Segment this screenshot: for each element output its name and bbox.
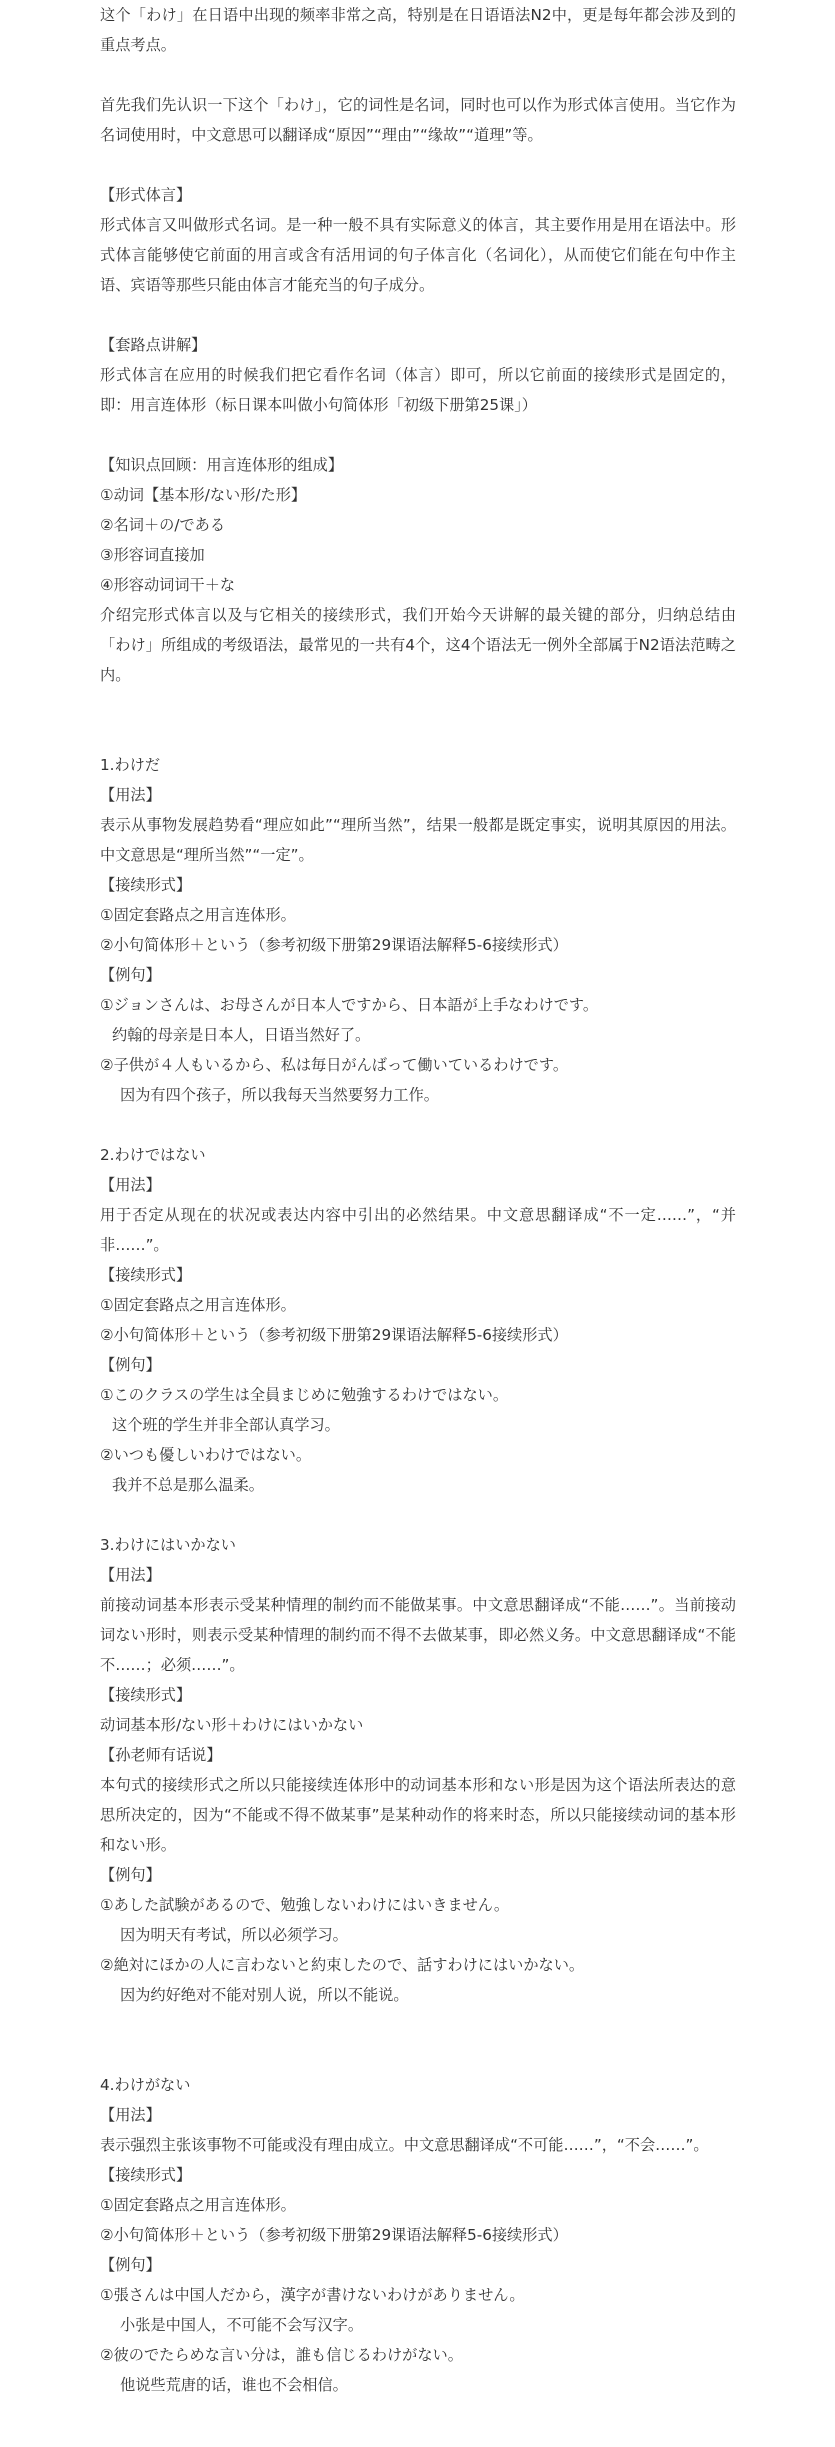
connection-heading: 【接续形式】 — [100, 876, 192, 894]
example-japanese: ②絶対にほかの人に言わないと約束したので、話すわけにはいかない。 — [100, 1956, 585, 1974]
example-chinese: 这个班的学生并非全部认真学习。 — [112, 1416, 340, 1434]
example-heading: 【例句】 — [100, 1356, 161, 1374]
usage-text: 表示从事物发展趋势看“理应如此”“理所当然”，结果一般都是既定事实，说明其原因的用法。中文意思是“理所当然”“一定”。 — [100, 816, 736, 864]
connection-item: ①固定套路点之用言连体形。 — [100, 906, 296, 924]
example-japanese: ②子供が４人もいるから、私は毎日がんばって働いているわけです。 — [100, 1056, 569, 1074]
example-heading: 【例句】 — [100, 1866, 161, 1884]
section-4-title: 4.わけがない — [100, 2076, 191, 2094]
section-2-title: 2.わけではない — [100, 1146, 206, 1164]
connection-item: ①固定套路点之用言连体形。 — [100, 2196, 296, 2214]
example-japanese: ②いつも優しいわけではない。 — [100, 1446, 312, 1464]
example-chinese: 因为明天有考试，所以必须学习。 — [120, 1926, 348, 1944]
intro-paragraph-2: 首先我们先认识一下这个「わけ」，它的词性是名词，同时也可以作为形式体言使用。当它作为名词使用时，中文意思可以翻译成“原因”“理由”“缘故”“道理”等。 — [100, 96, 736, 144]
teacher-note-heading: 【孙老师有话说】 — [100, 1746, 222, 1764]
example-chinese: 因为有四个孩子，所以我每天当然要努力工作。 — [120, 1086, 439, 1104]
connection-item: 动词基本形/ない形＋わけにはいかない — [100, 1716, 364, 1734]
connection-item: ②小句简体形＋という（参考初级下册第29课语法解释5-6接续形式） — [100, 1326, 568, 1344]
example-japanese: ①あした試験があるので、勉強しないわけにはいきません。 — [100, 1896, 510, 1914]
review-item: ③形容词直接加 — [100, 546, 205, 564]
article-body — [100, 0, 736, 2400]
connection-item: ①固定套路点之用言连体形。 — [100, 1296, 296, 1314]
connection-heading: 【接续形式】 — [100, 2166, 192, 2184]
example-chinese: 他说些荒唐的话，谁也不会相信。 — [120, 2376, 348, 2394]
usage-heading: 【用法】 — [100, 2106, 161, 2124]
review-item: ④形容动词词干＋な — [100, 576, 236, 594]
usage-text: 前接动词基本形表示受某种情理的制约而不能做某事。中文意思翻译成“不能……”。当前接动词ない形时，则表示受某种情理的制约而不得不去做某事，即必然义务。中文意思翻译成“不能不……；必须……”。 — [100, 1596, 736, 1674]
usage-heading: 【用法】 — [100, 1566, 161, 1584]
example-chinese: 约翰的母亲是日本人，日语当然好了。 — [112, 1026, 371, 1044]
example-heading: 【例句】 — [100, 2256, 161, 2274]
review-summary: 介绍完形式体言以及与它相关的接续形式，我们开始今天讲解的最关键的部分，归纳总结由「わけ」所组成的考级语法，最常见的一共有4个，这4个语法无一例外全部属于N2语法范畴之内。 — [100, 606, 736, 684]
review-item: ①动词【基本形/ない形/た形】 — [100, 486, 307, 504]
routine-heading: 【套路点讲解】 — [100, 336, 207, 354]
usage-text: 表示强烈主张该事物不可能或没有理由成立。中文意思翻译成“不可能……”，“不会……”。 — [100, 2136, 709, 2154]
formal-noun-text: 形式体言又叫做形式名词。是一种一般不具有实际意义的体言，其主要作用是用在语法中。形式体言能够使它前面的用言或含有活用词的句子体言化（名词化），从而使它们能在句中作主语、宾语等那些只能由体言才能充当的句子成分。 — [100, 216, 736, 294]
formal-noun-heading: 【形式体言】 — [100, 186, 192, 204]
section-3-title: 3.わけにはいかない — [100, 1536, 236, 1554]
example-chinese: 小张是中国人，不可能不会写汉字。 — [120, 2316, 363, 2334]
routine-text: 形式体言在应用的时候我们把它看作名词（体言）即可，所以它前面的接续形式是固定的，即：用言连体形（标日课本叫做小句简体形「初级下册第25课」） — [100, 366, 736, 414]
section-1-title: 1.わけだ — [100, 756, 161, 774]
teacher-note-text: 本句式的接续形式之所以只能接续连体形中的动词基本形和ない形是因为这个语法所表达的意思所决定的，因为“不能或不得不做某事”是某种动作的将来时态，所以只能接续动词的基本形和ない形。 — [100, 1776, 736, 1854]
example-japanese: ①ジョンさんは、お母さんが日本人ですから、日本語が上手なわけです。 — [100, 996, 599, 1014]
example-japanese: ①張さんは中国人だから，漢字が書けないわけがありません。 — [100, 2286, 525, 2304]
connection-heading: 【接续形式】 — [100, 1686, 192, 1704]
example-heading: 【例句】 — [100, 966, 161, 984]
usage-text: 用于否定从现在的状况或表达内容中引出的必然结果。中文意思翻译成“不一定……”，“并非……”。 — [100, 1206, 736, 1254]
review-item: ②名词＋の/である — [100, 516, 226, 534]
connection-item: ②小句简体形＋という（参考初级下册第29课语法解释5-6接续形式） — [100, 2226, 568, 2244]
usage-heading: 【用法】 — [100, 1176, 161, 1194]
intro-paragraph-1: 这个「わけ」在日语中出现的频率非常之高，特别是在日语语法N2中，更是每年都会涉及到的重点考点。 — [100, 6, 736, 54]
example-japanese: ②彼のでたらめな言い分は，誰も信じるわけがない。 — [100, 2346, 463, 2364]
usage-heading: 【用法】 — [100, 786, 161, 804]
connection-heading: 【接续形式】 — [100, 1266, 192, 1284]
connection-item: ②小句简体形＋という（参考初级下册第29课语法解释5-6接续形式） — [100, 936, 568, 954]
example-chinese: 因为约好绝对不能对别人说，所以不能说。 — [120, 1986, 409, 2004]
example-chinese: 我并不总是那么温柔。 — [112, 1476, 264, 1494]
example-japanese: ①このクラスの学生は全員まじめに勉強するわけではない。 — [100, 1386, 509, 1404]
review-heading: 【知识点回顾：用言连体形的组成】 — [100, 456, 343, 474]
